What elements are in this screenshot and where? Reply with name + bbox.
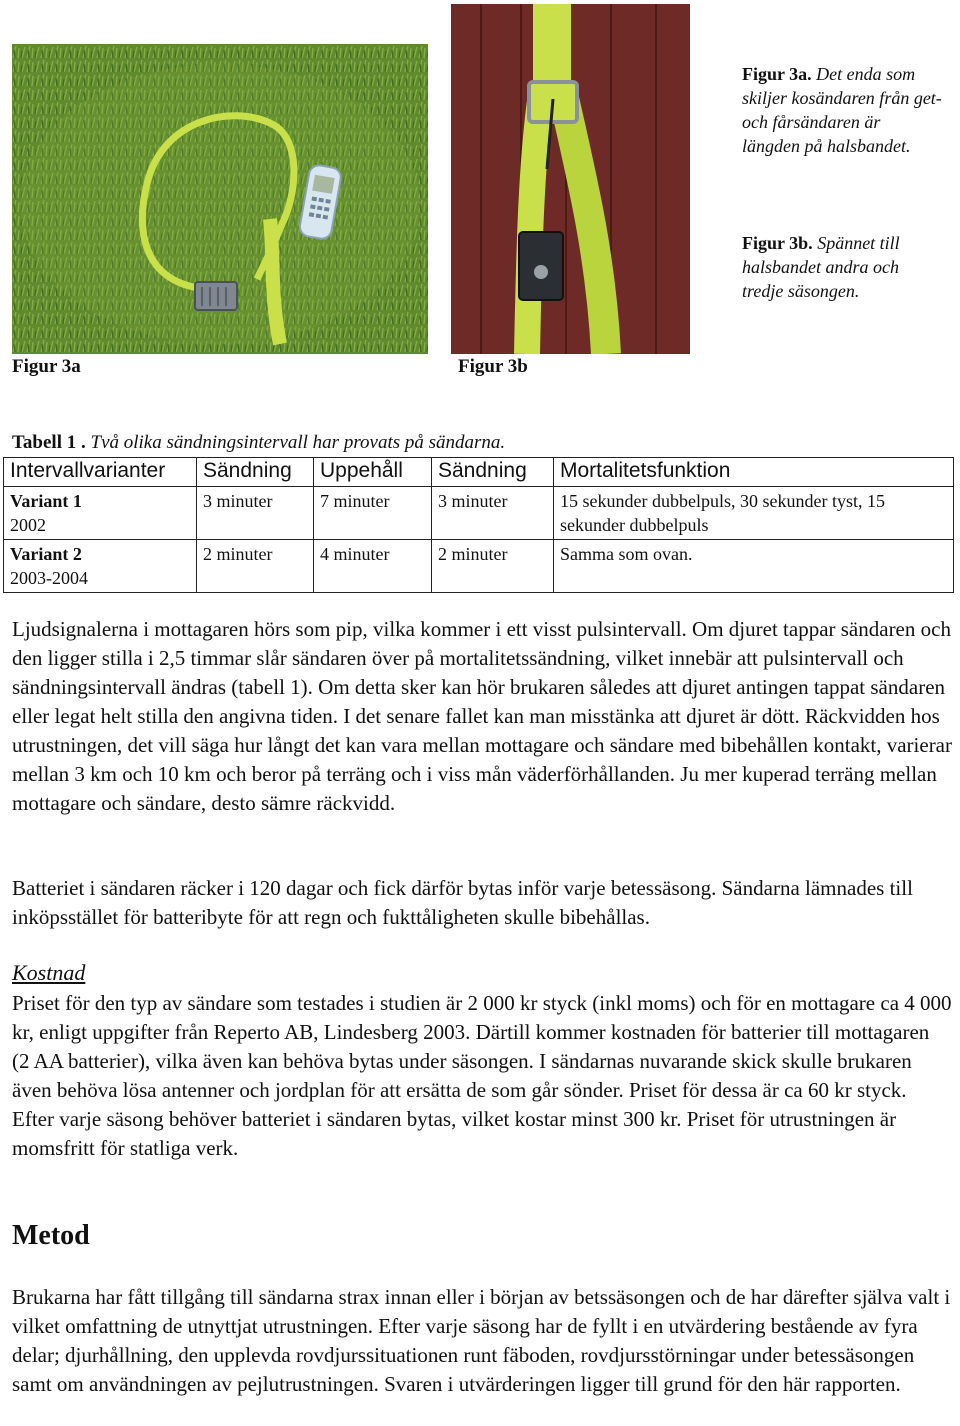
collar-on-grass-image <box>12 44 428 354</box>
heading-kostnad: Kostnad <box>12 960 86 985</box>
cell-send1: 3 minuter <box>197 487 314 540</box>
variant-year: 2002 <box>10 515 46 535</box>
table-row <box>4 540 954 593</box>
figure-3b-caption-text: Spännet till halsbandet andra och tredje säsongen. <box>742 233 900 301</box>
figure-3a-caption-text: Det enda som skiljer kosändaren från get- och fårsändaren är längden på halsbandet. <box>742 64 942 156</box>
header-sandning-1: Sändning <box>197 458 314 487</box>
header-sandning-2: Sändning <box>432 458 554 487</box>
table-header-row <box>4 458 954 487</box>
cell-mortality: 15 sekunder dubbelpuls, 30 sekunder tyst, 15 sekunder dubbelpuls <box>554 487 954 540</box>
paragraph-signals: Ljudsignalerna i mottagaren hörs som pip, vilka kommer i ett visst pulsintervall. Om djuret tappar sändaren och den ligger stilla i 2,5 timmar slår sändaren över på mortalitetssändning, vilket innebär att pulsintervall och sändningsintervall ändras (tabell 1). Om detta sker kan hör brukaren således att djuret antingen tappat sändaren eller legat helt stilla den angivna tiden. I det senare fallet kan man misstänka att djuret är dött. Räckvidden hos utrustningen, det vill säga hur långt det kan vara mellan mottagare och sändare med bibehållen kontakt, varierar mellan 3 km och 10 km och beror på terräng och i viss mån väderförhållanden. Ju mer kuperad terräng mellan mottagare och sändare, desto sämre räckvidd. <box>12 617 952 815</box>
cell-send2: 3 minuter <box>432 487 554 540</box>
row-variant-1-name <box>4 487 197 540</box>
table-caption-text: Två olika sändningsintervall har provats på sändarna. <box>90 432 506 453</box>
cell-mortality: Samma som ovan. <box>554 540 954 593</box>
table-caption-label: Tabell 1 . <box>12 432 86 453</box>
figure-3a-caption-title: Figur 3a. <box>742 64 812 84</box>
heading-metod: Metod <box>12 1220 90 1251</box>
figure-3b-caption-title: Figur 3b. <box>742 233 813 253</box>
figure-3a-caption <box>742 62 942 158</box>
cell-pause: 4 minuter <box>314 540 432 593</box>
header-uppehall: Uppehåll <box>314 458 432 487</box>
figure-3a-photo <box>12 44 428 354</box>
figure-3b-label: Figur 3b <box>458 356 528 377</box>
interval-table <box>3 457 954 593</box>
cell-send1: 2 minuter <box>197 540 314 593</box>
table-caption <box>12 432 505 454</box>
cell-pause: 7 minuter <box>314 487 432 540</box>
paragraph-method: Brukarna har fått tillgång till sändarna strax innan eller i början av betssäsongen och de har därefter själva valt i vilket omfattning de utnyttjat utrustningen. Efter varje säsong har de fyllt i en utvärdering bestående av fyra delar; djurhållning, den upplevda rovdjurssituationen runt fäboden, rovdjursstörningar under betessäsongen samt om användningen av pejlutrustningen. Svaren i utvärderingen ligger till grund för den här rapporten. <box>12 1285 951 1396</box>
variant-year: 2003-2004 <box>10 568 88 588</box>
cell-send2: 2 minuter <box>432 540 554 593</box>
header-intervallvarianter: Intervallvarianter <box>4 458 197 487</box>
figure-3b-caption <box>742 231 942 303</box>
collar-buckle-image <box>451 4 690 354</box>
figure-3a-label: Figur 3a <box>12 356 81 377</box>
table-row <box>4 487 954 540</box>
row-variant-2-name <box>4 540 197 593</box>
paragraph-cost: Priset för den typ av sändare som testades i studien är 2 000 kr styck (inkl moms) och för en mottagare ca 4 000 kr, enligt uppgifter från Reperto AB, Lindesberg 2003. Därtill kommer kostnaden för batterier till mottagaren (2 AA batterier), vilka även kan behöva bytas under säsongen. I sändarnas nuvarande skick skulle brukaren även behöva lösa antenner och jordplan för att ersätta de som går sönder. Priset för dessa är ca 60 kr styck. Efter varje säsong behöver batteriet i sändaren bytas, vilket kostar minst 300 kr. Priset för utrustningen är momsfritt för statliga verk. <box>12 991 952 1160</box>
variant-name: Variant 1 <box>10 491 82 511</box>
paragraph-battery: Batteriet i sändaren räcker i 120 dagar och fick därför bytas inför varje betessäsong. Sändarna lämnades till inköpsstället för batteribyte för att regn och fukttåligheten skulle bibehållas. <box>12 876 913 929</box>
variant-name: Variant 2 <box>10 544 82 564</box>
header-mortalitetsfunktion: Mortalitetsfunktion <box>554 458 954 487</box>
figure-3b-photo <box>451 4 690 354</box>
